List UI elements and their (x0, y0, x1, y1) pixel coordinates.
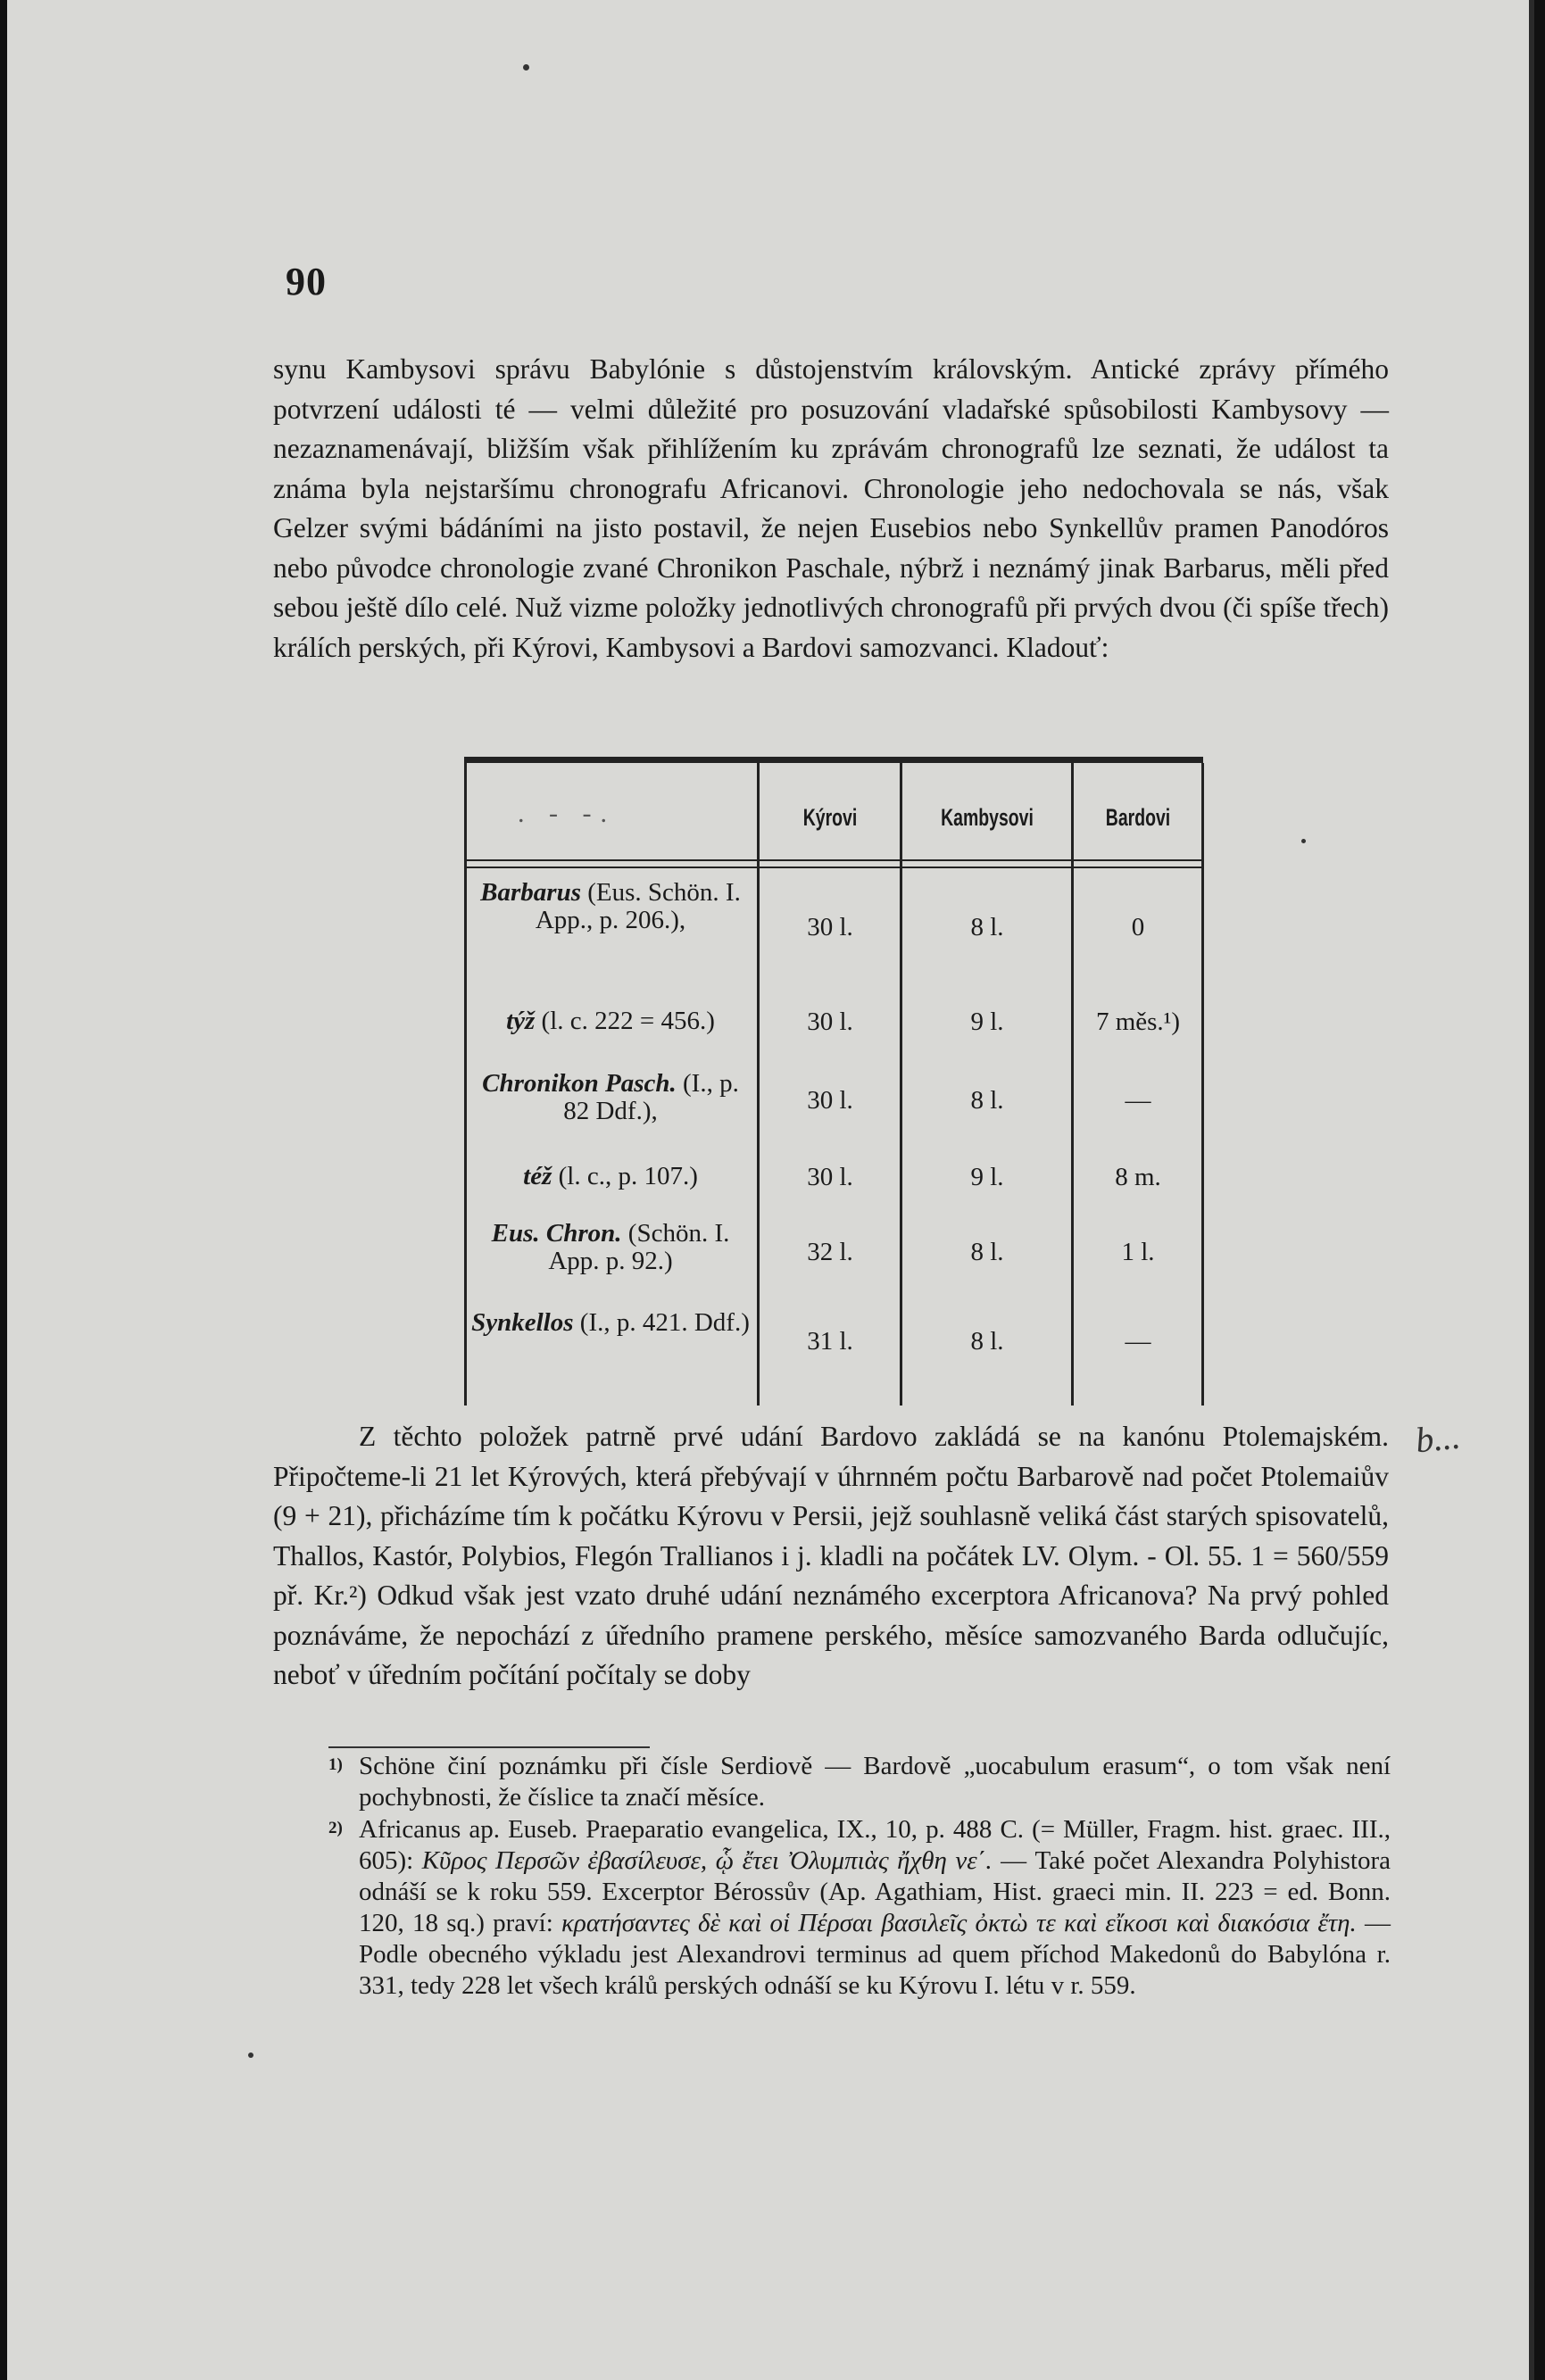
kambyses-value: 9 l. (970, 1163, 1004, 1191)
header-kyros: Kýrovi (802, 804, 858, 831)
table-header-rule (464, 867, 1203, 868)
bardes-value: 0 (1131, 913, 1145, 941)
source-ref: (I., p. 82 Ddf.), (563, 1069, 739, 1125)
bardes-value: 8 m. (1115, 1163, 1161, 1191)
footnote-text: — Také počet Alexandra Polyhistora odnáší se k roku 559. Excerptor Bérossův (Ap. Agathiam, Hist. graeci min. II. 223 = ed. Bonn. 120, 18 sq.) praví: (359, 1846, 1391, 1937)
page-number: 90 (286, 260, 327, 303)
footnote-text: — Podle obecného výkladu jest Alexandrovi terminus ad quem příchod Makedonů do Babylóna r. 331, tedy 228 let všech králů perských odnáší se ku Kýrovu I. létu v r. 559. (359, 1909, 1391, 2000)
footnote-mark: 2) (328, 1819, 343, 1837)
kambyses-value: 9 l. (970, 1008, 1004, 1036)
header-kambyses: Kambysovi (941, 804, 1034, 831)
footnotes (328, 1751, 1391, 2003)
header-bardes: Bardovi (1105, 804, 1171, 831)
paragraph-analysis (273, 1417, 1389, 1696)
footnote-1 (328, 1751, 1391, 1813)
paragraph-intro: synu Kambysovi správu Babylónie s důstojenstvím královským. Antické zprávy přímého potvrzení události té — velmi důležité pro posuzování vladařské spůsobilosti Kambysovy — nezaznamenávají, bližším však přihlížením ku zprávám chronografů lze seznati, že událost ta známa byla nejstaršímu chronografu Africanovi. Chronologie jeho nedochovala se nás, však Gelzer svými bádáními na jisto postavil, že nejen Eusebios nebo Synkellův pramen Panodóros nebo původce chronologie zvané Chronikon Paschale, nýbrž i neznámý jinak Barbarus, měli před sebou ještě dílo celé. Nuž vizme položky jednotlivých chronografů při prvých dvou (či spíše třech) králích perských, při Kýrovi, Kambysovi a Bardovi samozvanci. Kladouť: (273, 353, 1389, 663)
source-cell (468, 1070, 753, 1125)
source-ref: (I., p. 421. Ddf.) (573, 1308, 750, 1337)
footnote-text: Schöne činí poznámku při čísle Serdiově — Bardově „uocabulum erasum“, o tom však není pochybnosti, že číslice ta značí měsíce. (359, 1752, 1391, 1812)
bardes-value: — (1125, 1327, 1151, 1356)
bardes-value: 7 měs.¹) (1095, 1008, 1181, 1036)
kyros-value: 30 l. (807, 1086, 853, 1115)
table-header-rule (464, 859, 1203, 861)
bardes-value: — (1125, 1086, 1151, 1115)
source-cell (468, 1309, 753, 1337)
print-speck (523, 64, 529, 70)
footnote-mark: 1) (328, 1755, 343, 1774)
source-cell (468, 879, 753, 934)
kyros-value: 30 l. (807, 1163, 853, 1191)
chronographers-table (464, 757, 1203, 1406)
bardes-value: 1 l. (1121, 1238, 1155, 1266)
source-title: Eus. Chron. (491, 1219, 622, 1248)
kyros-value: 30 l. (807, 1008, 853, 1036)
kambyses-value: 8 l. (970, 913, 1004, 941)
paragraph-analysis-text: Z těchto položek patrně prvé udání Bardovo zakládá se na kanónu Ptolemajském. Připočteme-li 21 let Kýrových, která přebývají v úhrnném počtu Barbarově nad počet Ptolemaiův (9 + 21), přicházíme tím k počátku Kýrovu v Persii, jejž souhlasně veliká část starých spisovatelů, Thallos, Kastór, Polybios, Flegón Trallianos i j. kladli na počátek LV. Olym. - Ol. 55. 1 = 560/559 př. Kr.²) Odkud však jest vzato druhé udání neznámého excerptora Africanova? Na prvý pohled poznáváme, že nepochází z úředního pramene perského, měsíce samozvaného Barda odlučujíc, neboť v úředním počítání počítaly se doby (273, 1421, 1389, 1690)
source-ref: (Schön. I. App. p. 92.) (548, 1219, 730, 1275)
book-page (7, 0, 1534, 2380)
source-ref: (l. c., p. 107.) (552, 1162, 698, 1190)
source-cell (468, 1008, 753, 1035)
source-title: Synkellos (471, 1308, 574, 1337)
source-title: též (523, 1162, 552, 1190)
footnote-text: Africanus ap. Euseb. Praeparatio evangelica, IX., 10, p. 488 C. (= Müller, Fragm. hist. graec. III., 605): (359, 1815, 1391, 1875)
source-cell (468, 1220, 753, 1275)
source-title: týž (506, 1007, 536, 1035)
kyros-value: 31 l. (807, 1327, 853, 1356)
kyros-value: 30 l. (807, 913, 853, 941)
source-title: Barbarus (480, 878, 581, 907)
source-ref: (Eus. Schön. I. App., p. 206.), (535, 878, 741, 934)
source-cell (468, 1163, 753, 1190)
source-title: Chronikon Pasch. (482, 1069, 677, 1098)
kambyses-value: 8 l. (970, 1238, 1004, 1266)
kambyses-value: 8 l. (970, 1086, 1004, 1115)
source-ref: (l. c. 222 = 456.) (535, 1007, 715, 1035)
print-speck (248, 2052, 253, 2058)
footnote-rule (328, 1746, 650, 1748)
handwritten-margin-note: b... (1413, 1415, 1463, 1461)
greek-quote: κρατήσαντες δὲ καὶ οἱ Πέρσαι βασιλεῖς ὀκτὼ τε καὶ εἴκοσι καὶ διακόσια ἔτη. (561, 1909, 1357, 1937)
kyros-value: 32 l. (807, 1238, 853, 1266)
table-corner-marks: . - -. (518, 799, 616, 828)
footnote-2 (328, 1814, 1391, 2002)
print-speck (1301, 839, 1306, 843)
greek-quote: Κῦρος Περσῶν ἐβασίλευσε, ᾧ ἔτει Ὀλυμπιὰς ἤχθη νε΄. (421, 1846, 993, 1875)
kambyses-value: 8 l. (970, 1327, 1004, 1356)
